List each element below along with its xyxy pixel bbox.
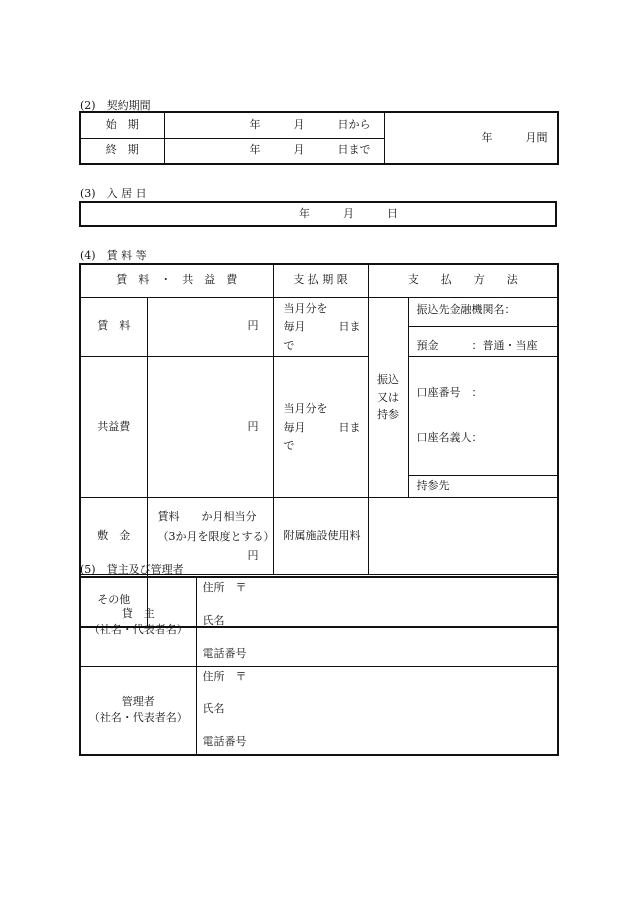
lessor-phone: 電話番号 [202,646,247,660]
end-date: 年 月 日まで [164,138,384,164]
common-fee-deadline [273,356,368,498]
contract-period-table [79,111,559,165]
move-in-table [79,201,557,227]
lessor-info [196,577,558,666]
common-deadline-line2: 毎月 日まで [283,420,361,453]
move-in-date: 年 月 日 [80,202,556,226]
account-info [408,356,558,476]
bank-name: 振込先金融機関名： [408,297,558,327]
facility-fee: 附属施設使用料 [273,498,368,575]
rent-label: 賃 料 [80,297,147,356]
other-label: その他 [80,575,147,627]
col-fee-header: 賃 料 ・ 共 益 費 [80,264,273,297]
section-heading-contract-period: (2) 契約期間 [80,99,151,112]
section-heading-rent: (4) 賃 料 等 [80,249,147,262]
rent-yen: 円 [147,297,273,356]
manager-phone: 電話番号 [202,735,247,749]
lessor-label: 貸 主 [121,606,155,620]
deposit-line2: （3か月を限度とする） [157,529,275,543]
lessor-address: 住所 〒 [202,581,247,594]
col-deadline-header: 支 払 期 限 [273,264,368,297]
rent-deadline-line2: 毎月 日まで [283,320,361,352]
rent-deadline [273,297,368,356]
common-fee-label: 共益費 [80,356,147,498]
col-method-header: 支 払 方 法 [368,264,558,297]
end-label: 終 期 [80,138,164,164]
manager-name: 氏名 [202,702,225,716]
lessor-label-cell [80,577,196,666]
method-label: 振込 又は 持参 [368,297,408,498]
facility-fee-value [368,498,558,575]
start-label: 始 期 [80,112,164,138]
section-heading-move-in: (3) 入 居 日 [80,187,147,200]
lessor-name-note: （社名・代表者名） [88,622,188,636]
deposit-type: 預金 ：普通・当座 [408,327,558,357]
deposit-label: 敷 金 [80,498,147,575]
rent-deadline-line1: 当月分を [283,301,328,315]
deposit-yen: 円 [247,548,259,562]
manager-label: 管理者 [121,695,155,709]
account-number: 口座番号 ： [416,386,483,400]
common-deadline-line1: 当月分を [283,401,328,415]
manager-name-note: （社名・代表者名） [88,711,188,725]
bring-to: 持参先 [408,476,558,498]
section-heading-lessor: (5) 貸主及び管理者 [80,563,184,576]
manager-label-cell [80,666,196,755]
deposit-line1: 賃料 か月相当分 [157,510,257,524]
lessor-table [79,576,559,756]
manager-info [196,666,558,755]
manager-address: 住所 〒 [202,669,247,683]
start-date: 年 月 日から [164,112,384,138]
account-holder: 口座名義人： [416,430,483,444]
duration: 年 月間 [384,112,558,164]
lessor-name: 氏名 [202,613,225,627]
common-fee-yen: 円 [147,356,273,498]
